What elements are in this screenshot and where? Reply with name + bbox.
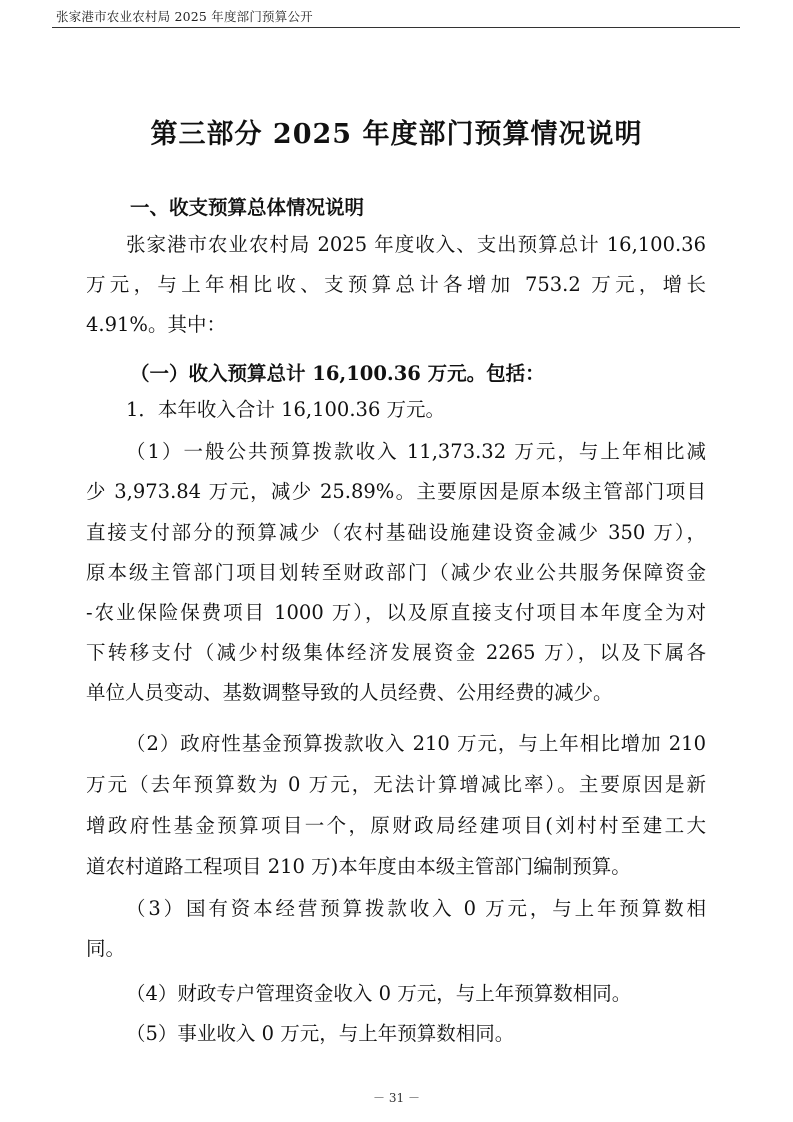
general-budget-line-3: 直接支付部分的预算减少（农村基础设施建设资金减少 350 万）， [86,521,706,544]
state-capital-line-2: 同。 [86,937,126,960]
summary-line-3: 4.91%。其中： [86,313,226,336]
business-income-line: （5）事业收入 0 万元，与上年预算数相同。 [126,1022,515,1045]
fund-budget-line-4: 道农村道路工程项目 210 万)本年度由本级主管部门编制预算。 [86,855,631,878]
summary-line-2: 万元，与上年相比收、支预算总计各增加 753.2 万元，增长 [86,273,706,296]
state-capital-line-1: （3）国有资本经营预算拨款收入 0 万元，与上年预算数相 [126,897,706,920]
special-account-line: （4）财政专户管理资金收入 0 万元，与上年预算数相同。 [126,982,632,1005]
general-budget-line-7: 单位人员变动、基数调整导致的人员经费、公用经费的减少。 [86,681,613,704]
fund-budget-line-3: 增政府性基金预算项目一个，原财政局经建项目(刘村村至建工大 [86,814,706,837]
general-budget-line-1: （1）一般公共预算拨款收入 11,373.32 万元，与上年相比减 [126,440,706,463]
item-total-income: 1．本年收入合计 16,100.36 万元。 [126,398,446,421]
general-budget-line-5: -农业保险保费项目 1000 万），以及原直接支付项目本年度全为对 [86,601,706,624]
page-title: 第三部分 2025 年度部门预算情况说明 [150,119,643,150]
page-number: － 31 － [373,1091,420,1105]
fund-budget-line-1: （2）政府性基金预算拨款收入 210 万元，与上年相比增加 210 [126,732,706,755]
summary-line-1: 张家港市农业农村局 2025 年度收入、支出预算总计 16,100.36 [126,233,706,256]
general-budget-line-2: 少 3,973.84 万元，减少 25.89%。主要原因是原本级主管部门项目 [86,480,706,503]
general-budget-line-6: 下转移支付（减少村级集体经济发展资金 2265 万），以及下属各 [86,641,706,664]
fund-budget-line-2: 万元（去年预算数为 0 万元，无法计算增减比率）。主要原因是新 [86,773,706,796]
header-divider [52,27,740,28]
subsection-heading-income: （一）收入预算总计 16,100.36 万元。包括： [130,362,545,385]
general-budget-line-4: 原本级主管部门项目划转至财政部门（减少农业公共服务保障资金 [86,561,706,584]
running-header: 张家港市农业农村局 2025 年度部门预算公开 [56,9,313,24]
section-heading-overview: 一、收支预算总体情况说明 [130,196,365,219]
